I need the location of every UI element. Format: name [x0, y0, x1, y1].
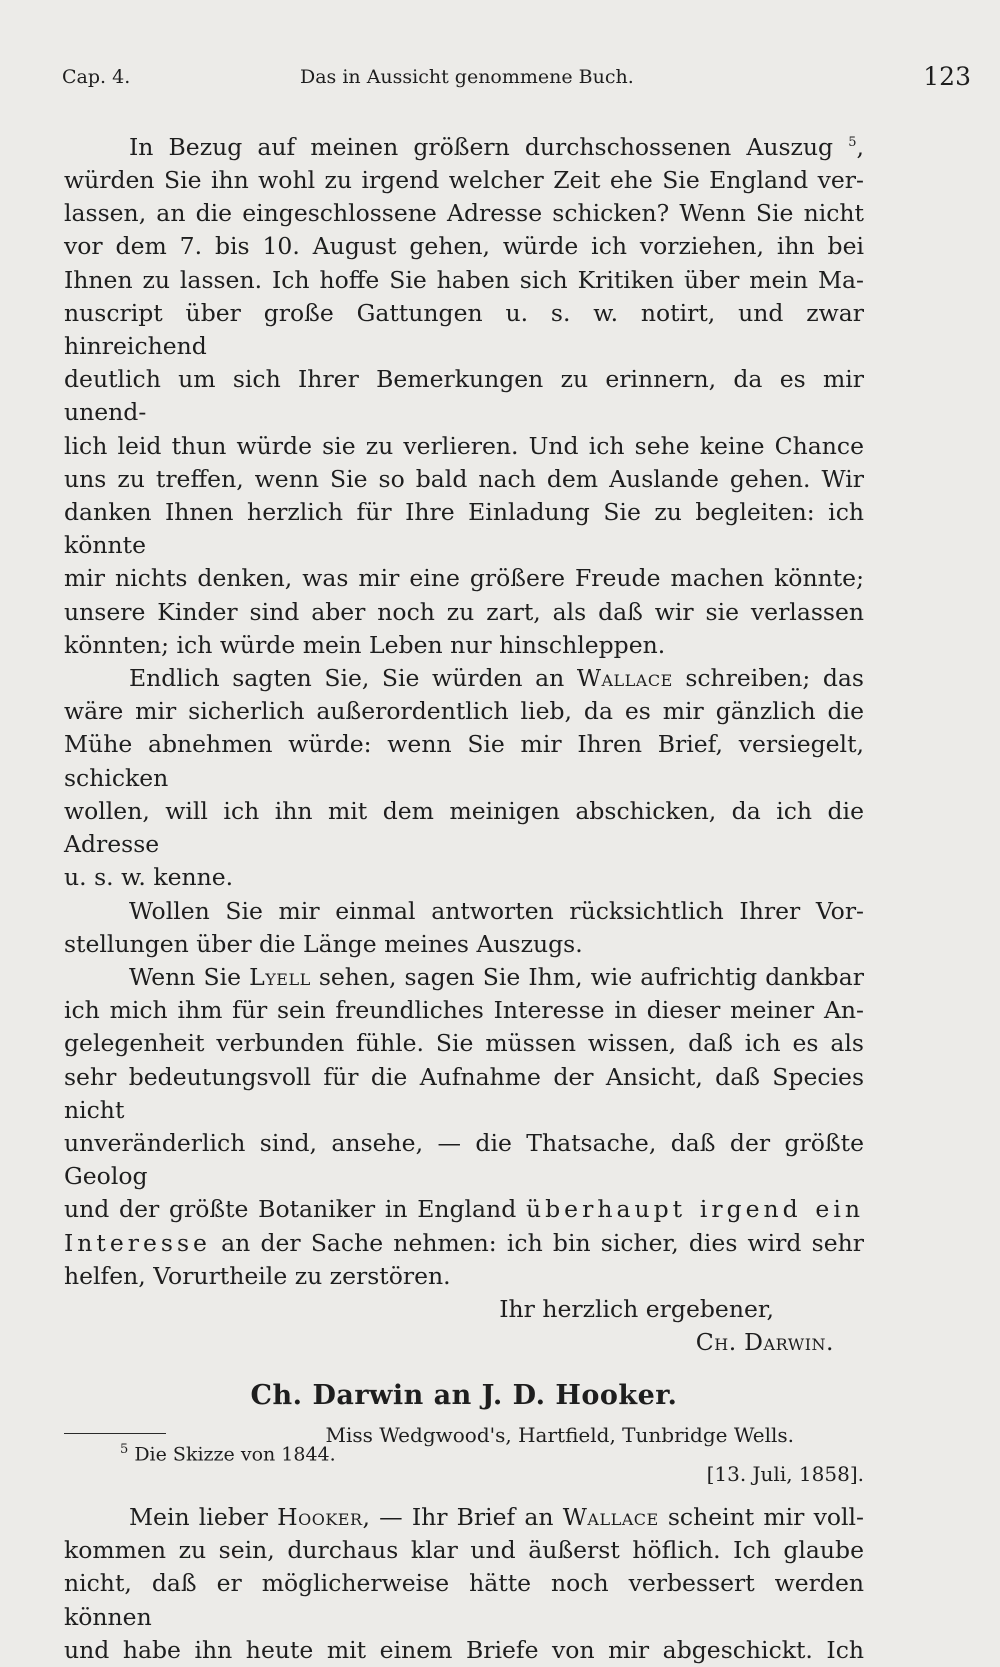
text-span: Mein lieber [129, 1502, 268, 1531]
text-line: unveränderlich sind, ansehe, — die Thatsache, daß der größte Geolog [64, 1128, 864, 1191]
text-span: scheint mir voll- [667, 1502, 864, 1531]
text-line: könnten; ich würde mein Leben nur hinschleppen. [64, 630, 666, 659]
text-line: Mühe abnehmen würde: wenn Sie mir Ihren Brief, versiegelt, schicken [64, 730, 864, 792]
letter-date: [13. Juli, 1858]. [706, 1461, 864, 1486]
text-line: und habe ihn heute mit einem Briefe von mir abgeschickt. Ich [64, 1635, 864, 1664]
text-line: vor dem 7. bis 10. August gehen, würde ich vorziehen, ihn bei [64, 232, 864, 261]
text-span: schreiben; das [685, 664, 864, 693]
chapter-label: Cap. 4. [62, 66, 131, 88]
signature-initials: Ch. [695, 1328, 737, 1357]
paragraph-2 [64, 662, 864, 894]
text-line: kommen zu sein, durchaus klar und äußerst höflich. Ich glaube [64, 1536, 864, 1565]
text-line [64, 1193, 864, 1226]
text-line: gelegenheit verbunden fühle. Sie müssen wissen, daß ich es als [64, 1029, 864, 1058]
footnote-number: 5 [120, 1442, 129, 1457]
text-line: wäre mir sicherlich außerordentlich lieb, da es mir gänzlich die [64, 697, 864, 726]
paragraph-4 [64, 961, 864, 1293]
footnote-rule [64, 1433, 166, 1434]
text-line: lassen, an die eingeschlossene Adresse schicken? Wenn Sie nicht [64, 199, 864, 228]
person-name: Lyell [249, 962, 311, 991]
text-line: nicht, daß er möglicherweise hätte noch verbessert werden können [64, 1569, 864, 1631]
text-line [64, 126, 864, 164]
text-line: sehr bedeutungsvoll für die Aufnahme der Ansicht, daß Species nicht [64, 1062, 864, 1124]
emphasized-text: Interesse [64, 1228, 211, 1257]
text-line: wollen, will ich ihn mit dem meinigen abschicken, da ich die Adresse [64, 796, 864, 859]
text-span: an der Sache nehmen: ich bin sicher, dies wird sehr [221, 1228, 864, 1257]
text-line: uns zu treffen, wenn Sie so bald nach dem Auslande gehen. Wir [64, 464, 864, 493]
text-line: Wollen Sie mir einmal antworten rücksichtlich Ihrer Vor- [129, 896, 864, 925]
letter-signature [64, 1326, 864, 1359]
page-number: 123 [923, 62, 971, 91]
text-line: würden Sie ihn wohl zu irgend welcher Zeit ehe Sie England ver- [64, 166, 864, 195]
running-title: Das in Aussicht genommene Buch. [300, 66, 634, 88]
text-line: deutlich um sich Ihrer Bemerkungen zu erinnern, da es mir unend- [64, 365, 864, 427]
text-line: unsere Kinder sind aber noch zu zart, als daß wir sie verlassen [64, 597, 864, 626]
text-span: Wenn Sie [129, 962, 242, 991]
text-line: nuscript über große Gattungen u. s. w. notirt, und zwar hinreichend [64, 298, 864, 361]
paragraph-1 [64, 126, 864, 662]
text-line: ich mich ihm für sein freundliches Interesse in dieser meiner An- [64, 996, 864, 1025]
text-line: danken Ihnen herzlich für Ihre Einladung Sie zu begleiten: ich könnte [64, 498, 864, 560]
text-line: stellungen über die Länge meines Auszugs. [64, 929, 583, 958]
person-name: Wallace [576, 664, 673, 693]
text-line: helfen, Vorurtheile zu zerstören. [64, 1261, 451, 1290]
signature-name: Darwin. [744, 1328, 834, 1357]
text-line: mir nichts denken, was mir eine größere Freude machen könnte; [64, 564, 864, 593]
letter-paragraph [64, 1501, 864, 1667]
text-line [64, 1227, 864, 1260]
footnote-ref: 5 [848, 135, 857, 150]
text-line: Ihnen zu lassen. Ich hoffe Sie haben sich Kritiken über mein Ma- [64, 265, 864, 294]
emphasized-text: überhaupt irgend ein [526, 1195, 864, 1224]
person-name: Wallace [562, 1502, 659, 1531]
text-span: , — Ihr Brief an [362, 1502, 554, 1531]
letter-place: Miss Wedgwood's, Hartfield, Tunbridge Wells. [325, 1422, 794, 1447]
letter-closing: Ihr herzlich ergebener, [499, 1294, 774, 1323]
letter-heading: Ch. Darwin an J. D. Hooker. [250, 1380, 678, 1412]
text-span: In Bezug auf meinen größern durchschossenen Auszug [129, 132, 834, 161]
footnote [120, 1442, 336, 1465]
person-name: Hooker [277, 1502, 363, 1531]
text-span: Endlich sagten Sie, Sie würden an [129, 664, 565, 693]
paragraph-3 [64, 895, 864, 961]
footnote-text: Die Skizze von 1844. [134, 1443, 336, 1466]
text-line [64, 1501, 864, 1534]
running-header [62, 62, 971, 92]
text-span: , [856, 132, 864, 161]
text-span: sehen, sagen Sie Ihm, wie aufrichtig dankbar [318, 962, 864, 991]
text-line [64, 961, 864, 994]
main-text [64, 126, 864, 1667]
text-line: u. s. w. kenne. [64, 863, 234, 892]
text-span: und der größte Botaniker in England [64, 1195, 517, 1224]
text-line [64, 662, 864, 695]
text-line: lich leid thun würde sie zu verlieren. Und ich sehe keine Chance [64, 431, 864, 460]
